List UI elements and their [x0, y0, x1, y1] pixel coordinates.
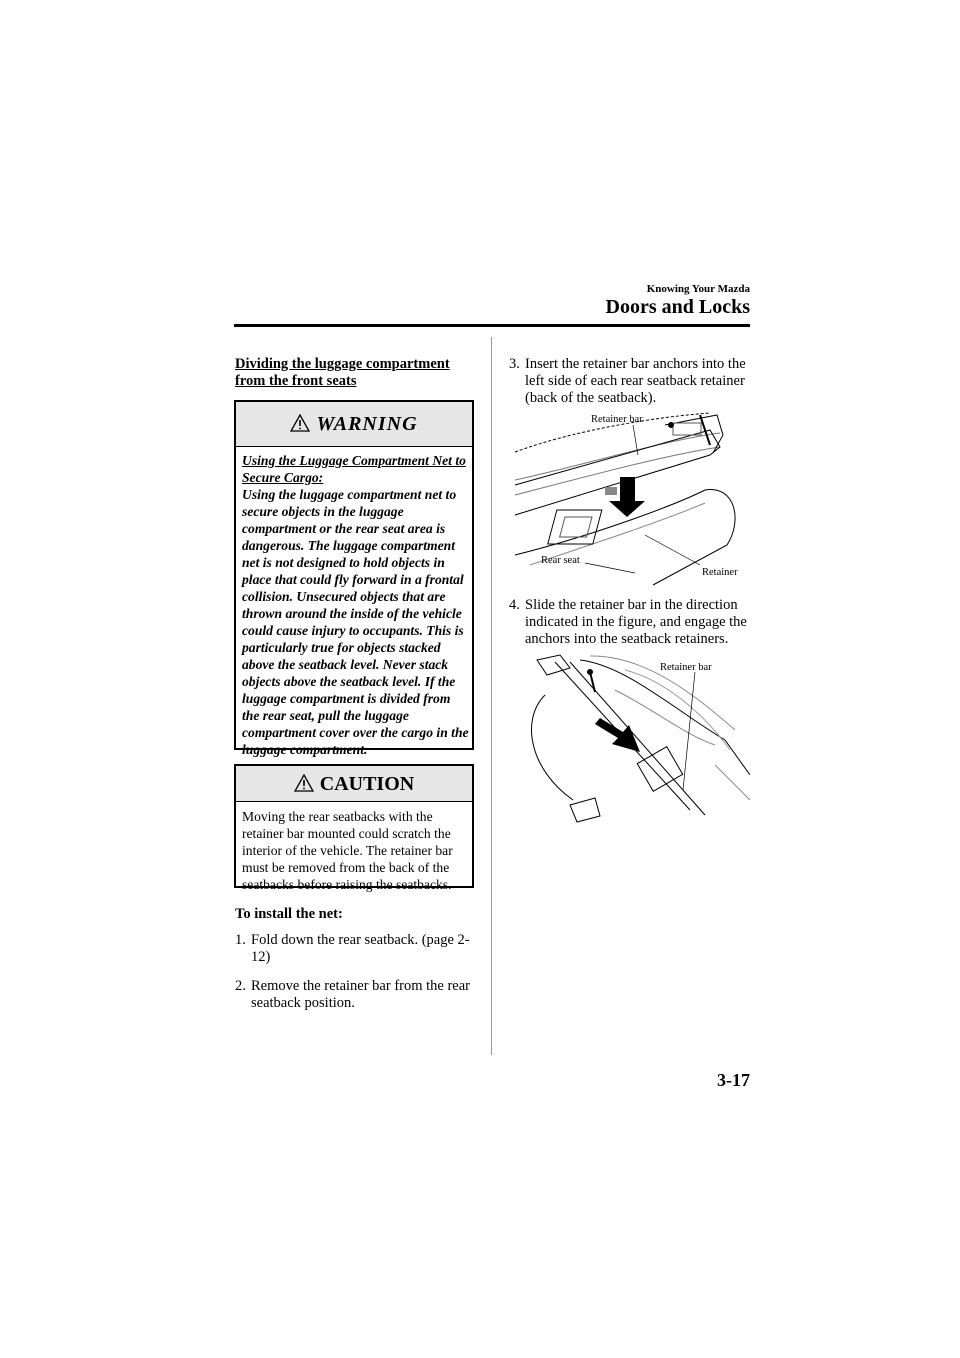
install-heading: To install the net:: [235, 906, 343, 922]
warning-heading: WARNING: [316, 413, 418, 435]
label-retainer-bar-2: Retainer bar: [660, 662, 712, 673]
step-4: [509, 597, 749, 648]
figure-retainer-bar-slide: [515, 650, 750, 830]
caution-triangle-icon: [294, 774, 314, 792]
section-subheading: Dividing the luggage compartment from the front seats: [235, 356, 450, 389]
header-rule: [234, 324, 750, 327]
column-divider: [491, 337, 492, 1055]
step-text: Slide the retainer bar in the direction indicated in the figure, and engage the anchors into the seatback retainers.: [525, 597, 747, 647]
warning-title: Using the Luggage Compartment Net to Secure Cargo:: [242, 453, 466, 485]
header-title: Doors and Locks: [605, 296, 750, 318]
warning-text: Using the luggage compartment net to secure objects in the luggage compartment or the rear seat area is dangerous. The luggage compartment net is not designed to hold objects in place that could fly forward in a frontal collision. Unsecured objects that are thrown around the inside of the vehicle could cause injury to occupants. This is particularly true for objects stacked above the seatback level. Never stack objects above the seatback level. If the luggage compartment is divided from the rear seat, pull the luggage compartment cover over the cargo in the luggage compartment.: [242, 487, 469, 757]
step-2: [235, 978, 475, 1012]
step-text: Fold down the rear seatback. (page 2-12): [251, 932, 470, 965]
step-number: 3.: [509, 356, 520, 372]
step-1: [235, 932, 475, 966]
step-number: 2.: [235, 978, 246, 994]
label-rear-seat: Rear seat: [541, 555, 580, 566]
warning-triangle-icon: [290, 414, 310, 432]
step-number: 4.: [509, 597, 520, 613]
step-text: Insert the retainer bar anchors into the left side of each rear seatback retainer (back of the seatback).: [525, 356, 746, 406]
warning-header: [236, 402, 472, 447]
step-text: Remove the retainer bar from the rear seatback position.: [251, 978, 471, 1011]
caution-body: Moving the rear seatbacks with the retainer bar mounted could scratch the interior of the vehicle. The retainer bar must be removed from the back of the seatbacks before raising the seatbacks.: [242, 809, 453, 892]
caution-header: [236, 766, 472, 802]
page-number: 3-17: [717, 1070, 750, 1090]
warning-body: [242, 452, 470, 758]
caution-heading: CAUTION: [319, 773, 415, 795]
caution-box: [234, 764, 474, 892]
label-retainer-bar: Retainer bar: [591, 414, 643, 425]
step-3: [509, 356, 749, 407]
figure-retainer-bar-insert: [505, 405, 755, 590]
label-retainer: Retainer: [702, 567, 738, 578]
warning-box: [234, 400, 474, 757]
header-section-label: Knowing Your Mazda: [646, 283, 750, 295]
step-number: 1.: [235, 932, 246, 948]
